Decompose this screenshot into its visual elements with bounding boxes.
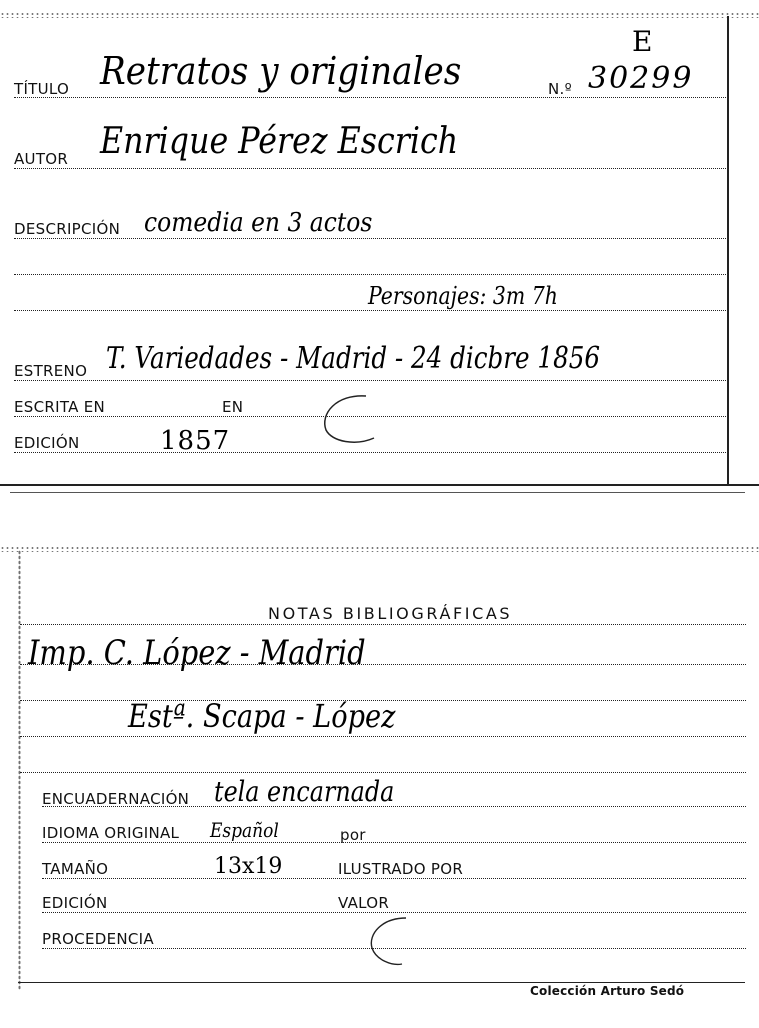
ilustrado-label: ILUSTRADO POR (338, 860, 464, 878)
descripcion-value: comedia en 3 actos (144, 208, 373, 238)
encuadernacion-value: tela encarnada (214, 775, 395, 808)
blank-rule-1 (14, 274, 726, 275)
notes-line-2: Estª. Scapa - López (128, 697, 396, 735)
estreno-value: T. Variedades - Madrid - 24 dicbre 1856 (106, 341, 601, 376)
idioma-rule (42, 842, 746, 843)
notes-line-1: Imp. C. López - Madrid (28, 633, 366, 673)
en-label: EN (222, 398, 244, 416)
card-right-edge (727, 16, 729, 486)
idioma-label: IDIOMA ORIGINAL (42, 824, 180, 842)
idioma-value: Español (210, 818, 279, 842)
procedencia-label: PROCEDENCIA (42, 930, 154, 948)
encuadernacion-rule (42, 806, 746, 807)
notas-heading: NOTAS BIBLIOGRÁFICAS (268, 604, 513, 623)
notas-rule-0 (20, 624, 746, 625)
valor-label: VALOR (338, 894, 390, 912)
descripcion-label: DESCRIPCIÓN (14, 220, 121, 238)
titulo-label: TÍTULO (14, 80, 70, 98)
escrita-en-label: ESCRITA EN (14, 398, 106, 416)
card-bottom-edge (0, 484, 759, 486)
collection-credit: Colección Arturo Sedó (530, 984, 685, 998)
descripcion-rule (14, 238, 726, 239)
tamano-label: TAMAÑO (42, 860, 109, 878)
encuadernacion-label: ENCUADERNACIÓN (42, 790, 190, 808)
back-stamp-mark (362, 912, 432, 972)
numero-value: 30299 (588, 61, 694, 96)
tamano-rule (42, 878, 746, 879)
estreno-label: ESTRENO (14, 362, 88, 380)
back-top-edge (0, 546, 759, 552)
numero-label: N.º (548, 80, 572, 98)
catalog-card-back (0, 540, 759, 1028)
card-top-edge (0, 12, 759, 18)
edicion-value: 1857 (160, 426, 231, 456)
tamano-value: 13x19 (214, 854, 283, 879)
stamp-mark (306, 384, 396, 454)
edicion-label: EDICIÓN (14, 434, 80, 452)
back-edicion-label: EDICIÓN (42, 894, 108, 912)
catalog-card-front (0, 0, 759, 500)
por-label: por (340, 826, 366, 844)
autor-rule (14, 168, 726, 169)
notas-rule-1 (20, 664, 746, 665)
estreno-rule (14, 380, 726, 381)
autor-label: AUTOR (14, 150, 69, 168)
titulo-value: Retratos y originales (100, 49, 462, 93)
blank-rule-2 (14, 310, 726, 311)
card-lower-edge (10, 492, 745, 493)
corner-mark: E (632, 25, 653, 58)
titulo-rule (14, 97, 726, 98)
back-bottom-edge (18, 982, 745, 983)
notas-rule-4 (20, 772, 746, 773)
personajes-value: Personajes: 3m 7h (368, 282, 558, 310)
notas-rule-3 (20, 736, 746, 737)
back-left-edge (18, 550, 21, 990)
autor-value: Enrique Pérez Escrich (100, 121, 459, 162)
